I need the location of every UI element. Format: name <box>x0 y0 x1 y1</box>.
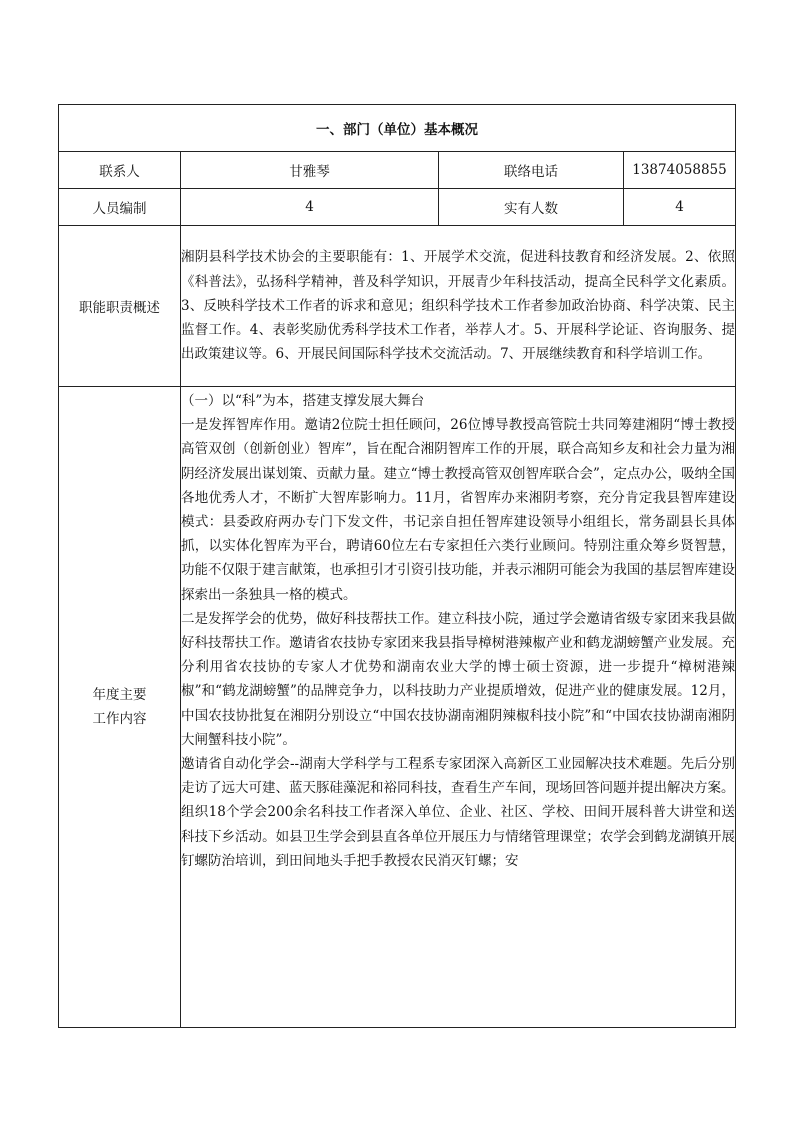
annual-work-content <box>181 387 736 1028</box>
actual-staff-label: 实有人数 <box>439 189 624 226</box>
basic-info-table <box>58 104 736 1028</box>
staff-quota-label: 人员编制 <box>59 189 181 226</box>
work-paragraph: 二是发挥学会的优势，做好科技帮扶工作。建立科技小院，通过学会邀请省级专家团来我县做好科技帮扶工作。邀请省农技协专家团来我县指导樟树港辣椒产业和鹤龙湖螃蟹产业发展。充分利用省农技协的专家人才优势和湖南农业大学的博士硕士资源，进一步提升“樟树港辣椒”和“鹤龙湖螃蟹”的品牌竞争力，以科技助力产业提质增效，促进产业的健康发展。12月，中国农技协批复在湘阴分别设立“中国农技协湖南湘阴辣椒科技小院”和“中国农技协湖南湘阴大闸蟹科技小院”。 <box>181 610 735 748</box>
staff-quota-value: 4 <box>181 189 439 226</box>
duties-label: 职能职责概述 <box>59 226 181 387</box>
phone-value: 13874058855 <box>624 152 736 189</box>
section-title: 一、部门（单位）基本概况 <box>59 105 736 152</box>
contact-label: 联系人 <box>59 152 181 189</box>
contact-value: 甘雅琴 <box>181 152 439 189</box>
work-paragraph: 邀请省自动化学会--湖南大学科学与工程系专家团深入高新区工业园解决技术难题。先后分别走访了远大可建、蓝天豚硅藻泥和裕同科技，查看生产车间，现场回答问题并提出解决方案。 <box>181 756 735 797</box>
work-paragraph: 组织18个学会200余名科技工作者深入单位、企业、社区、学校、田间开展科普大讲堂和送科技下乡活动。如县卫生学会到县直各单位开展压力与情绪管理课堂；农学会到鹤龙湖镇开展钉螺防治培训，到田间地头手把手教授农民消灭钉螺；安 <box>181 804 735 869</box>
work-heading: （一）以“科”为本，搭建支撑发展大舞台 <box>181 393 425 409</box>
annual-work-label <box>59 387 181 1028</box>
annual-work-label-line2: 工作内容 <box>92 711 147 727</box>
duties-text: 湘阴县科学技术协会的主要职能有：1、开展学术交流，促进科技教育和经济发展。2、依照《科普法》，弘扬科学精神，普及科学知识，开展青少年科技活动，提高全民科学文化素质。3、反映科学技术工作者的诉求和意见；组织科学技术工作者参加政治协商、科学决策、民主监督工作。4、表彰奖励优秀科学技术工作者，举荐人才。5、开展科学论证、咨询服务、提出政策建议等。6、开展民间国际科学技术交流活动。7、开展继续教育和科学培训工作。 <box>181 226 736 387</box>
phone-label: 联络电话 <box>439 152 624 189</box>
actual-staff-value: 4 <box>624 189 736 226</box>
annual-work-label-line1: 年度主要 <box>92 687 147 703</box>
work-paragraph: 一是发挥智库作用。邀请2位院士担任顾问，26位博导教授高管院士共同筹建湘阴“博士教授高管双创（创新创业）智库”，旨在配合湘阴智库工作的开展，联合高知乡友和社会力量为湘阴经济发展出谋划策、贡献力量。建立“博士教授高管双创智库联合会”，定点办公，吸纳全国各地优秀人才，不断扩大智库影响力。11月，省智库办来湘阴考察，充分肯定我县智库建设模式：县委政府两办专门下发文件，书记亲自担任智库建设领导小组组长，常务副县长具体抓，以实体化智库为平台，聘请60位左右专家担任六类行业顾问。特别注重众筹乡贤智慧，功能不仅限于建言献策，也承担引才引资引技功能，并表示湘阴可能会为我国的基层智库建设探索出一条独具一格的模式。 <box>181 417 735 603</box>
